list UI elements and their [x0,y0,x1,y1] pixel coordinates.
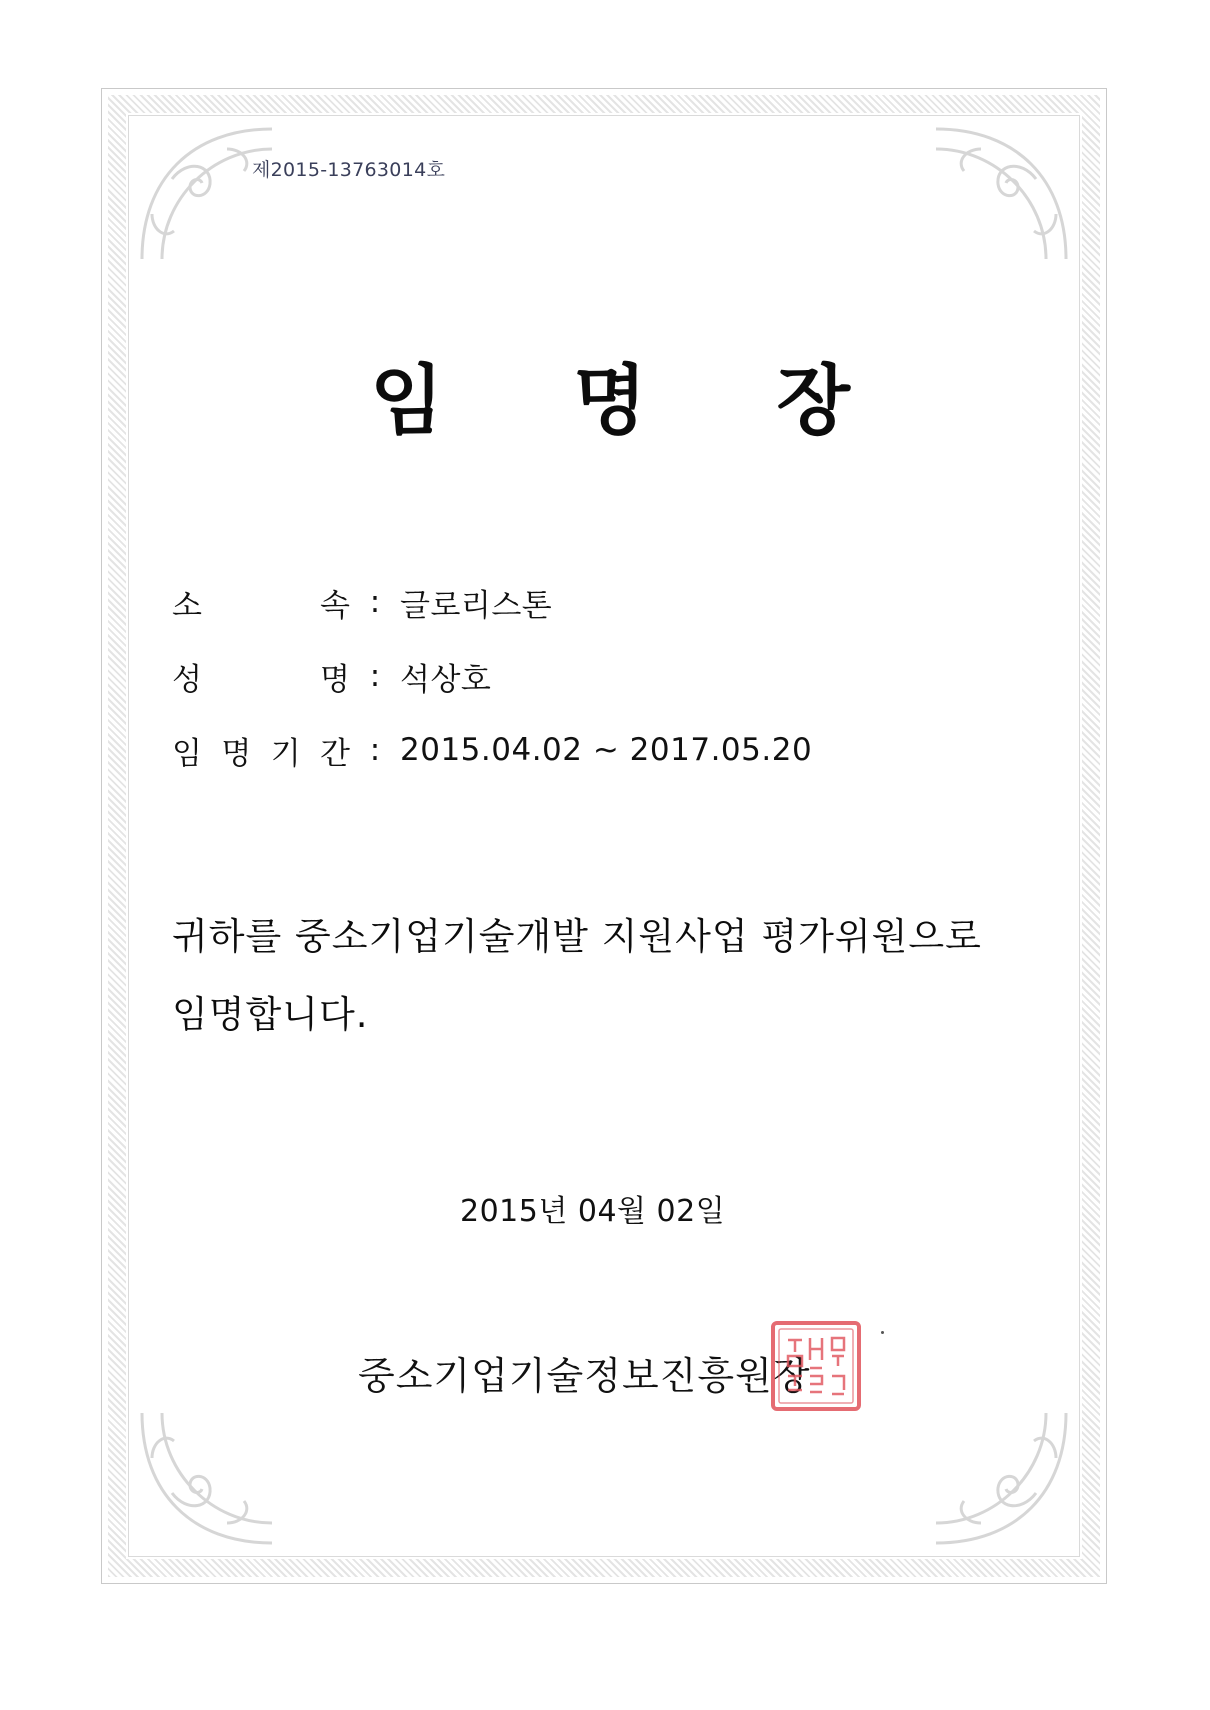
label-char: 성 [172,661,202,698]
field-colon: : [369,584,381,620]
label-char: 간 [320,735,350,772]
affiliation-value: 글로리스톤 [400,587,553,624]
corner-ornament-icon [926,119,1076,269]
seal-mark [881,1331,884,1334]
name-label [172,654,350,699]
label-char: 임 [172,735,202,772]
name-row [172,654,491,698]
label-char: 소 [172,587,202,624]
title-char: 임 [370,356,444,445]
affiliation-label [172,580,350,625]
title-char: 명 [573,356,647,445]
label-char: 기 [270,735,301,772]
appointment-statement [172,898,1052,1054]
statement-line: 임명합니다. [172,993,369,1036]
appointment-period-value: 2015.04.02 ~ 2017.05.20 [400,732,813,768]
document-number: 제2015-13763014호 [252,159,446,181]
corner-ornament-icon [926,1403,1076,1553]
appointment-period-label [172,728,350,773]
label-char: 속 [320,587,350,624]
corner-ornament-icon [132,1403,282,1553]
affiliation-row [172,580,552,624]
document-title [370,340,850,449]
appointment-period-row [172,728,812,772]
issue-date: 2015년 04월 02일 [460,1194,726,1229]
corner-ornament-icon [132,119,282,269]
official-seal-icon [770,1320,862,1412]
label-char: 명 [320,661,350,698]
label-char: 명 [221,735,252,772]
title-char: 장 [776,356,850,445]
field-colon: : [369,658,381,694]
issuer-name: 중소기업기술정보진흥원장 [358,1354,811,1398]
name-value: 석상호 [400,661,492,698]
statement-line: 귀하를 중소기업기술개발 지원사업 평가위원으로 [172,915,982,958]
certificate-border-inner [128,115,1080,1557]
field-colon: : [369,732,381,768]
